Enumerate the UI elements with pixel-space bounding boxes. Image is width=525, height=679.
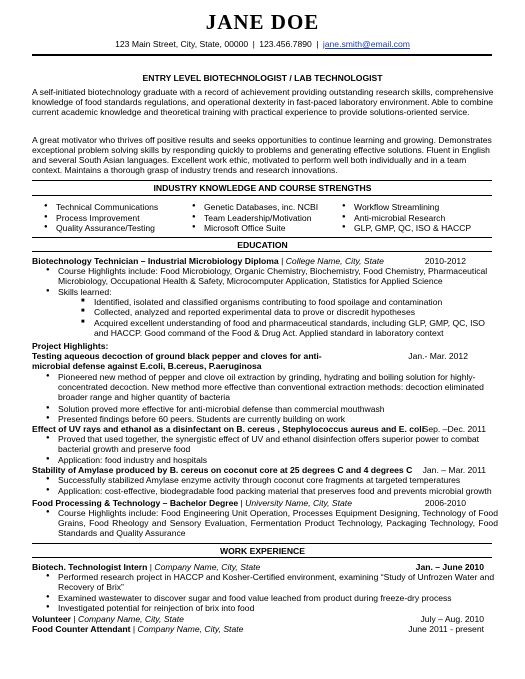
skill-learned-item: ■ Collected, analyzed and reported experimental data to prove or discredit hypotheses xyxy=(94,307,494,317)
project-1-bullet: ● Pioneered new method of pepper and clove oil extraction by grinding, hydrating and boiling solution for highly-concentrated decoction. New method more effective than conventional extraction methods: decoction eliminated broader range and higher quantity of bacteria xyxy=(58,372,498,402)
job-1-title: Biotech. Technologist Intern xyxy=(32,562,148,572)
job-3-company: Company Name, City, State xyxy=(137,624,244,634)
degree-1-course: ● Course Highlights include: Food Microbiology, Organic Chemistry, Biochemistry, Food Chemistry, Pharmaceutical Microbiology, Occupational Health & Safety, Microcomputer Application, Statistics for Applied Science xyxy=(58,266,498,286)
project-3-title: Stability of Amylase produced by B. cereus on coconut core at 25 degrees C and 4 degrees C xyxy=(32,465,413,475)
skill-item: ● GLP, GMP, QC, ISO & HACCP xyxy=(354,223,504,234)
degree-1-dates: 2010-2012 xyxy=(424,256,466,266)
degree-2-title: Food Processing & Technology – Bachelor Degree xyxy=(32,498,239,508)
job-2-row: Volunteer | Company Name, City, State July – Aug. 2010 xyxy=(32,614,484,624)
project-3-bullet: ● Application: cost-effective, biodegradable food packing material that preserves food and prevents microbial growth xyxy=(58,486,498,496)
skill-item: ● Anti-microbial Research xyxy=(354,213,504,224)
job-1-bullet: ● Examined wastewater to discover sugar and food value leached from product during freeze-dry process xyxy=(58,593,498,603)
degree-2-row: Food Processing & Technology – Bachelor Degree | University Name, City, State 2006-2010 xyxy=(32,498,466,508)
degree-1-row: Biotechnology Technician – Industrial Microbiology Diploma | College Name, City, State 2010-2012 xyxy=(32,256,466,266)
degree-2-dates: 2006-2010 xyxy=(424,498,466,508)
job-1-bullet: ● Investigated potential for reinjection of brix into food xyxy=(58,603,498,613)
phone: 123.456.7890 xyxy=(259,39,312,49)
degree-2-school: University Name, City, State xyxy=(245,498,352,508)
job-3-dates: June 2011 - present xyxy=(408,624,484,634)
project-3-row xyxy=(32,465,496,475)
project-2-bullet: ● Application: food industry and hospitals xyxy=(58,455,498,465)
job-1-dates: Jan. – June 2010 xyxy=(415,562,484,572)
project-2-dates: Sep. –Dec. 2011 xyxy=(422,424,486,434)
address: 123 Main Street, City, State, 00000 xyxy=(115,39,249,49)
project-3-dates: Jan. – Mar. 2011 xyxy=(422,465,486,475)
header-rule xyxy=(32,54,492,56)
project-3-bullet: ● Successfully stabilized Amylase enzyme activity through coconut core fragments at targeted temperatures xyxy=(58,475,498,485)
skills-top-rule xyxy=(32,180,492,181)
summary-paragraph-2: A great motivator who thrives off positive results and seeks opportunities to continue learning and growing. Demonstrates exceptional problem solving skills by responding quickly to problems and generating effective solutions. Fluent in English and several South Asian languages. Excellent work ethic, motivated to perform well both individually and in a team context. Maintains a thorough grasp of industry trends and research innovations. xyxy=(32,135,492,176)
project-1-dates: Jan.- Mar. 2012 xyxy=(408,351,468,361)
job-2-company: Company Name, City, State xyxy=(78,614,184,624)
email-link[interactable]: jane.smith@email.com xyxy=(322,39,410,49)
job-1-row: Biotech. Technologist Intern | Company Name, City, State Jan. – June 2010 xyxy=(32,562,484,572)
summary-paragraph-1: A self-initiated biotechnology graduate with a record of achievement providing outstanding research skills, comprehensive knowledge of food standards regulations, and operational dexterity in fast-paced laboratory environment. Able to combine current academic knowledge and theoretical training with practical experience to provide solutions-oriented service. xyxy=(32,87,494,118)
job-1-bullet: ● Performed research project in HACCP and Kosher-Certified environment, examining “Study of Unfrozen Water and Recovery of Brix” xyxy=(58,572,498,592)
skills-bottom-rule xyxy=(32,195,492,196)
projects-label xyxy=(32,341,496,351)
job-3-row: Food Counter Attendant | Company Name, City, State June 2011 - present xyxy=(32,624,484,634)
work-heading: WORK EXPERIENCE xyxy=(220,546,305,556)
job-1-company: Company Name, City, State xyxy=(154,562,261,572)
project-1-title: Testing aqueous decoction of ground black pepper and cloves for anti-microbial defense against E.coli, B.cereus, P.aeruginosa xyxy=(32,351,322,372)
skill-item: ● Quality Assurance/Testing xyxy=(56,223,206,234)
contact-line: 123 Main Street, City, State, 00000 | 123.456.7890 | jane.smith@email.com xyxy=(115,39,410,49)
project-2-bullet: ● Proved that used together, the synergistic effect of UV and ethanol disinfection offers superior power to combat bacterial growth and preserve food xyxy=(58,434,498,454)
project-1-row xyxy=(32,351,496,371)
education-top-rule xyxy=(32,237,492,238)
skill-learned-item: ■ Acquired excellent understanding of food and pharmaceutical standards, including GLP, GMP, QC, ISO and HACCP. Good command of the Food & Drug Act. Applied standard in laboratory context xyxy=(94,318,496,338)
skill-item: ● Process Improvement xyxy=(56,213,206,224)
skill-item: ● Microsoft Office Suite xyxy=(204,223,354,234)
skill-item: ● Genetic Databases, inc. NCBI xyxy=(204,202,354,213)
project-1-bullet: ● Solution proved more effective for anti-microbial defense than commercial mouthwash xyxy=(58,404,498,414)
job-3-title: Food Counter Attendant xyxy=(32,624,131,634)
skill-item: ● Workflow Streamlining xyxy=(354,202,504,213)
skills-column-3 xyxy=(354,202,504,234)
project-1-bullet: ● Presented findings before 60 peers. Students are currently building on work xyxy=(58,414,498,424)
skills-learned-label: ● Skills learned: xyxy=(58,287,498,297)
degree-1-title: Biotechnology Technician – Industrial Microbiology Diploma xyxy=(32,256,279,266)
degree-2-course: ● Course Highlights include: Food Engineering Unit Operation, Processes Equipment Designing, Technology of Food Grains, Food Rheology and Sensory Evaluation, Fermentation Product Technology, Packaging Technology, Food Standards and Quality Assurance xyxy=(58,508,498,538)
education-bottom-rule xyxy=(32,251,492,252)
project-2-row xyxy=(32,424,496,434)
projects-label-text: Project Highlights: xyxy=(32,341,109,351)
resume-title: ENTRY LEVEL BIOTECHNOLOGIST / LAB TECHNOLOGIST xyxy=(142,73,383,83)
skills-column-1 xyxy=(56,202,206,234)
skills-column-2 xyxy=(204,202,354,234)
education-heading: EDUCATION xyxy=(237,240,288,250)
job-2-dates: July – Aug. 2010 xyxy=(420,614,484,624)
skill-item: ● Team Leadership/Motivation xyxy=(204,213,354,224)
work-bottom-rule xyxy=(32,557,492,558)
skill-learned-item: ■ Identified, isolated and classified organisms contributing to food spoilage and contamination xyxy=(94,297,494,307)
work-top-rule xyxy=(32,543,492,544)
candidate-name: JANE DOE xyxy=(205,10,320,34)
degree-1-school: College Name, City, State xyxy=(285,256,384,266)
project-2-title: Effect of UV rays and ethanol as a disinfectant on B. cereus , Stephylococcus aureus and E. coli xyxy=(32,424,425,434)
skills-heading: INDUSTRY KNOWLEDGE AND COURSE STRENGTHS xyxy=(153,183,372,193)
job-2-title: Volunteer xyxy=(32,614,71,624)
skill-item: ● Technical Communications xyxy=(56,202,206,213)
